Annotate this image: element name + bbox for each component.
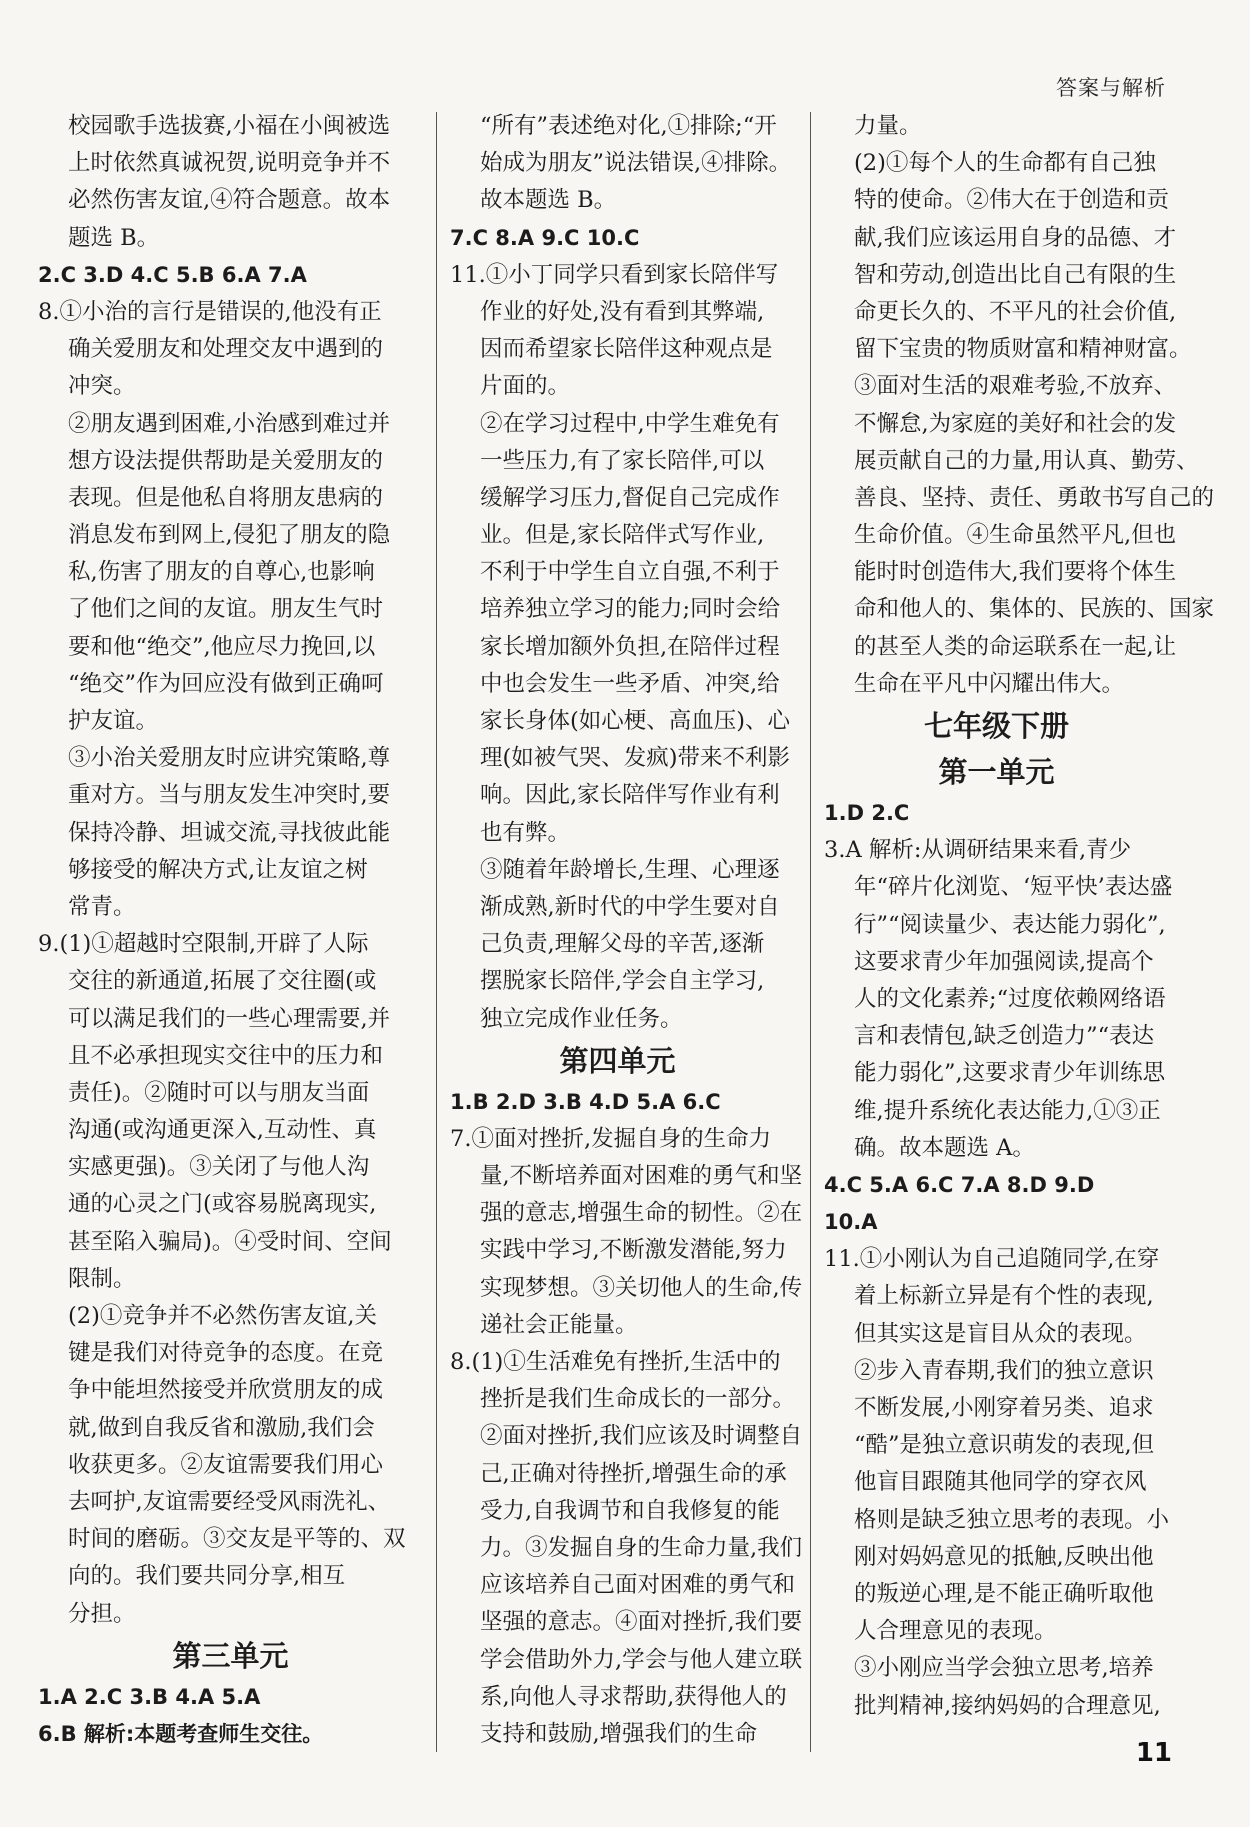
text-line: 7.①面对挫折,发掘自身的生命力 — [450, 1125, 772, 1152]
text-line: 因而希望家长陪伴这种观点是 — [480, 336, 773, 363]
text-line: 甚至陷入骗局)。④受时间、空间 — [68, 1228, 392, 1255]
text-line: 常青。 — [68, 893, 136, 920]
column-right — [824, 108, 1215, 1737]
text-line: 展贡献自己的力量,用认真、勤劳、 — [854, 447, 1199, 474]
text-line: 递社会正能量。 — [480, 1311, 638, 1338]
text-line: 实践中学习,不断激发潜能,努力 — [480, 1237, 787, 1264]
text-line: 校园歌手选拔赛,小福在小闽被选 — [68, 113, 391, 139]
text-line: 智和劳动,创造出比自己有限的生 — [854, 261, 1177, 288]
answer-key-line: 1.B 2.D 3.B 4.D 5.A 6.C — [450, 1089, 721, 1114]
text-line: 摆脱家长陪伴,学会自主学习, — [480, 968, 765, 995]
text-line: 业。但是,家长陪伴式写作业, — [480, 522, 765, 549]
column-left — [38, 108, 423, 1746]
text-line: ②在学习过程中,中学生难免有 — [480, 410, 780, 437]
text-line: 护友谊。 — [68, 708, 159, 734]
section-heading: 第一单元 — [938, 755, 1055, 789]
text-line: 言和表情包,缺乏创造力”“表达 — [854, 1023, 1155, 1050]
text-line: 表现。但是他私自将朋友患病的 — [68, 484, 384, 511]
text-line: 培养独立学习的能力;同时会给 — [480, 596, 781, 623]
text-line: 的甚至人类的命运联系在一起,让 — [854, 633, 1177, 660]
text-line: 缓解学习压力,督促自己完成作 — [480, 484, 780, 511]
text-line: 必然伤害友谊,④符合题意。故本 — [68, 187, 391, 214]
text-line: 8.①小治的言行是错误的,他没有正 — [38, 298, 382, 325]
text-line: 中也会发生一些矛盾、冲突,给 — [480, 670, 780, 697]
text-line: 人合理意见的表现。 — [854, 1618, 1057, 1645]
section-heading: 第三单元 — [172, 1638, 289, 1673]
text-line: 挫折是我们生命成长的一部分。 — [480, 1386, 796, 1413]
page-number: 11 — [1135, 1738, 1172, 1768]
text-line: 也有弊。 — [480, 819, 571, 846]
text-line: 够接受的解决方式,让友谊之树 — [68, 856, 368, 883]
text-line: 格则是缺乏独立思考的表现。小 — [854, 1506, 1170, 1533]
text-line: 支持和鼓励,增强我们的生命 — [480, 1720, 758, 1747]
answer-key-line: 7.C 8.A 9.C 10.C — [450, 225, 640, 250]
text-line: 强的意志,增强生命的韧性。②在 — [480, 1200, 803, 1227]
text-line: 的叛逆心理,是不能正确听取他 — [854, 1580, 1154, 1607]
page-header-title: 答案与解析 — [1056, 76, 1166, 100]
text-line: “酷”是独立意识萌发的表现,但 — [854, 1432, 1155, 1459]
text-line: 实感更强)。③关闭了与他人沟 — [68, 1154, 370, 1181]
text-line: 应该培养自己面对困难的勇气和 — [480, 1572, 796, 1599]
text-line: 9.(1)①超越时空限制,开辟了人际 — [38, 931, 369, 958]
text-line: 争中能坦然接受并欣赏朋友的成 — [68, 1377, 384, 1404]
text-line: 善良、坚持、责任、勇敢书写自己的 — [854, 484, 1215, 511]
text-line: 一些压力,有了家长陪伴,可以 — [480, 447, 765, 474]
text-line: 了他们之间的友谊。朋友生气时 — [68, 596, 384, 623]
text-line: 不利于中学生自立自强,不利于 — [480, 559, 780, 586]
text-line: 收获更多。②友谊需要我们用心 — [68, 1451, 384, 1478]
text-line: 坚强的意志。④面对挫折,我们要 — [480, 1609, 803, 1636]
text-line: 命和他人的、集体的、民族的、国家 — [854, 596, 1215, 623]
text-line: 责任)。②随时可以与朋友当面 — [68, 1079, 370, 1106]
text-line: 冲突。 — [68, 373, 136, 400]
answer-key-line: 1.D 2.C — [824, 801, 910, 825]
text-line: ②面对挫折,我们应该及时调整自 — [480, 1423, 803, 1450]
text-line: 独立完成作业任务。 — [480, 1005, 683, 1032]
text-line: 确。故本题选 A。 — [854, 1134, 1035, 1161]
text-line: 时间的磨砺。③交友是平等的、双 — [68, 1526, 406, 1553]
answer-key-line: 10.A — [824, 1210, 878, 1235]
text-line: 想方设法提供帮助是关爱朋友的 — [68, 447, 384, 474]
text-line: 分担。 — [68, 1600, 136, 1627]
text-line: 家长身体(如心梗、高血压)、心 — [480, 708, 791, 734]
text-line: 就,做到自我反省和激励,我们会 — [68, 1414, 375, 1441]
text-line: 维,提升系统化表达能力,①③正 — [854, 1097, 1161, 1124]
text-line: 人的文化素养;“过度依赖网络语 — [854, 985, 1166, 1012]
text-line: 量,不断培养面对困难的勇气和坚 — [480, 1163, 803, 1190]
text-line: 不断发展,小刚穿着另类、追求 — [854, 1395, 1154, 1421]
text-line: 献,我们应该运用自身的品德、才 — [854, 224, 1177, 251]
text-line: 向的。我们要共同分享,相互 — [68, 1563, 346, 1590]
answer-key-line: 4.C 5.A 6.C 7.A 8.D 9.D — [824, 1172, 1095, 1197]
text-line: 己负责,理解父母的辛苦,逐渐 — [480, 931, 765, 958]
text-line: 消息发布到网上,侵犯了朋友的隐 — [68, 522, 391, 549]
column-divider — [810, 112, 811, 1752]
text-line: “所有”表述绝对化,①排除;“开 — [480, 113, 777, 139]
answer-key-line: 1.A 2.C 3.B 4.A 5.A — [38, 1684, 261, 1709]
text-line: 生命在平凡中闪耀出伟大。 — [854, 670, 1125, 697]
text-line: 系,向他人寻求帮助,获得他人的 — [480, 1683, 787, 1710]
text-line: 留下宝贵的物质财富和精神财富。 — [854, 336, 1192, 363]
text-line: 通的心灵之门(或容易脱离现实, — [68, 1191, 377, 1218]
text-line: 可以满足我们的一些心理需要,并 — [68, 1005, 391, 1032]
text-line: 8.(1)①生活难免有挫折,生活中的 — [450, 1349, 781, 1375]
text-line: 上时依然真诚祝贺,说明竞争并不 — [68, 150, 391, 177]
text-line: 己,正确对待挫折,增强生命的承 — [480, 1460, 787, 1487]
text-line: 交往的新通道,拓展了交往圈(或 — [68, 968, 377, 995]
text-line: 片面的。 — [480, 373, 571, 400]
text-line: ②朋友遇到困难,小治感到难过并 — [68, 410, 391, 437]
text-line: 他盲目跟随其他同学的穿衣风 — [854, 1469, 1147, 1496]
text-line: ③小治关爱朋友时应讲究策略,尊 — [68, 745, 391, 772]
text-line: 作业的好处,没有看到其弊端, — [480, 298, 765, 325]
text-line: 但其实这是盲目从众的表现。 — [854, 1320, 1147, 1347]
text-line: 能力弱化”,这要求青少年训练思 — [854, 1060, 1166, 1087]
text-line: 限制。 — [68, 1265, 136, 1292]
text-line: 理(如被气哭、发疯)带来不利影 — [480, 745, 791, 772]
text-line: 题选 B。 — [68, 224, 160, 251]
text-line: 力量。 — [854, 113, 922, 139]
column-divider — [436, 112, 437, 1752]
text-line: 行”“阅读量少、表达能力弱化”, — [854, 911, 1166, 938]
text-line: 重对方。当与朋友发生冲突时,要 — [68, 782, 391, 809]
text-line: 特的使命。②伟大在于创造和贡 — [854, 187, 1170, 214]
answer-key-line: 6.B 解析:本题考查师生交往。 — [38, 1721, 324, 1746]
text-line: 键是我们对待竞争的态度。在竞 — [68, 1340, 384, 1367]
text-line: 沟通(或沟通更深入,互动性、真 — [68, 1117, 377, 1144]
text-line: 11.①小丁同学只看到家长陪伴写 — [450, 261, 779, 288]
text-line: 这要求青少年加强阅读,提高个 — [854, 948, 1154, 975]
section-heading: 第四单元 — [559, 1043, 676, 1078]
text-line: 生命价值。④生命虽然平凡,但也 — [854, 522, 1177, 549]
text-line: 力。③发掘自身的生命力量,我们 — [480, 1534, 803, 1561]
text-line: 私,伤害了朋友的自尊心,也影响 — [68, 559, 375, 586]
text-line: 渐成熟,新时代的中学生要对自 — [480, 893, 780, 920]
text-line: 保持冷静、坦诚交流,寻找彼此能 — [68, 819, 391, 846]
text-line: “绝交”作为回应没有做到正确呵 — [68, 670, 384, 697]
text-line: ②步入青春期,我们的独立意识 — [854, 1357, 1154, 1384]
text-line: ③随着年龄增长,生理、心理逐 — [480, 856, 780, 883]
text-line: 命更长久的、不平凡的社会价值, — [854, 298, 1177, 325]
text-line: 年“碎片化浏览、‘短平快’表达盛 — [854, 874, 1173, 901]
text-line: 确关爱朋友和处理交友中遇到的 — [68, 336, 384, 363]
section-heading: 七年级下册 — [923, 709, 1069, 743]
text-line: 不懈怠,为家庭的美好和社会的发 — [854, 410, 1177, 437]
answer-key-line: 2.C 3.D 4.C 5.B 6.A 7.A — [38, 262, 307, 287]
text-line: 批判精神,接纳妈妈的合理意见, — [854, 1692, 1161, 1719]
text-line: ③面对生活的艰难考验,不放弃、 — [854, 373, 1177, 400]
text-line: 学会借助外力,学会与他人建立联 — [480, 1646, 803, 1673]
text-line: 始成为朋友”说法错误,④排除。 — [480, 150, 792, 177]
text-line: 实现梦想。③关切他人的生命,传 — [480, 1274, 803, 1301]
column-middle — [450, 108, 803, 1747]
text-line: 受力,自我调节和自我修复的能 — [480, 1497, 780, 1524]
text-line: (2)①竞争并不必然伤害友谊,关 — [68, 1303, 378, 1329]
text-line: 能时时创造伟大,我们要将个体生 — [854, 559, 1177, 586]
text-line: 故本题选 B。 — [480, 187, 617, 214]
text-line: 去呵护,友谊需要经受风雨洗礼、 — [68, 1488, 391, 1515]
text-line: 3.A 解析:从调研结果来看,青少 — [824, 837, 1132, 864]
text-line: 要和他“绝交”,他应尽力挽回,以 — [68, 633, 376, 660]
text-line: ③小刚应当学会独立思考,培养 — [854, 1655, 1154, 1682]
text-line: 家长增加额外负担,在陪伴过程 — [480, 633, 780, 660]
text-line: (2)①每个人的生命都有自己独 — [854, 150, 1156, 177]
text-line: 响。因此,家长陪伴写作业有利 — [480, 782, 780, 809]
text-line: 11.①小刚认为自己追随同学,在穿 — [824, 1246, 1160, 1273]
text-line: 且不必承担现实交往中的压力和 — [68, 1042, 384, 1069]
text-line: 着上标新立异是有个性的表现, — [854, 1283, 1154, 1310]
text-line: 刚对妈妈意见的抵触,反映出他 — [854, 1543, 1154, 1570]
